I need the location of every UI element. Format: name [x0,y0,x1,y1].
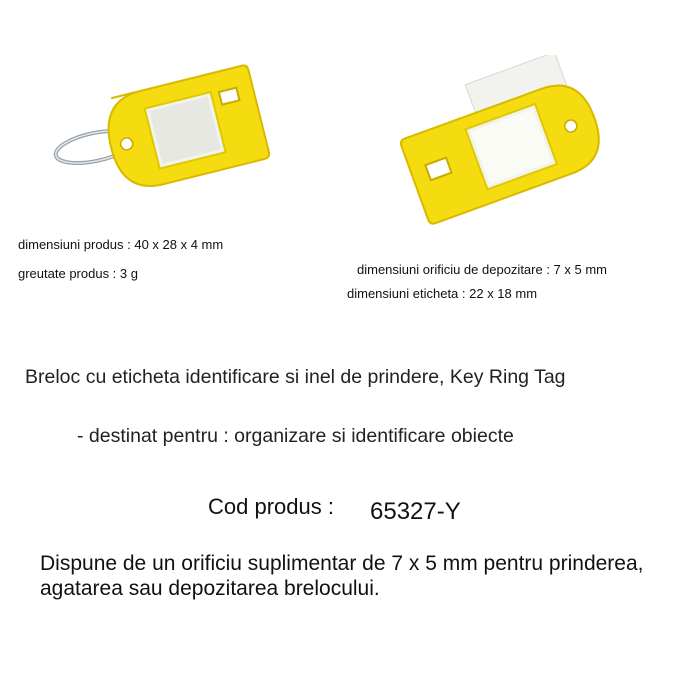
product-weight-text: greutate produs : 3 g [18,266,138,281]
product-code-label: Cod produs : [208,494,334,519]
product-dimensions-text: dimensiuni produs : 40 x 28 x 4 mm [18,237,224,252]
key-tag-with-label-image [395,55,615,230]
product-description: Dispune de un orificiu suplimentar de 7 x 5 mm pentru prinderea, agatarea sau depozitarea brelocului. [40,552,644,600]
product-purpose: - destinat pentru : organizare si identificare obiecte [77,425,514,447]
storage-hole-dimensions-text: dimensiuni orificiu de depozitare : 7 x 5 mm [357,262,608,277]
product-title: Breloc cu eticheta identificare si inel de prindere, Key Ring Tag [25,366,566,388]
product-code-value: 65327-Y [370,498,461,525]
label-dimensions-text: dimensiuni eticheta : 22 x 18 mm [347,286,538,301]
key-tag-with-ring-image [50,50,270,200]
